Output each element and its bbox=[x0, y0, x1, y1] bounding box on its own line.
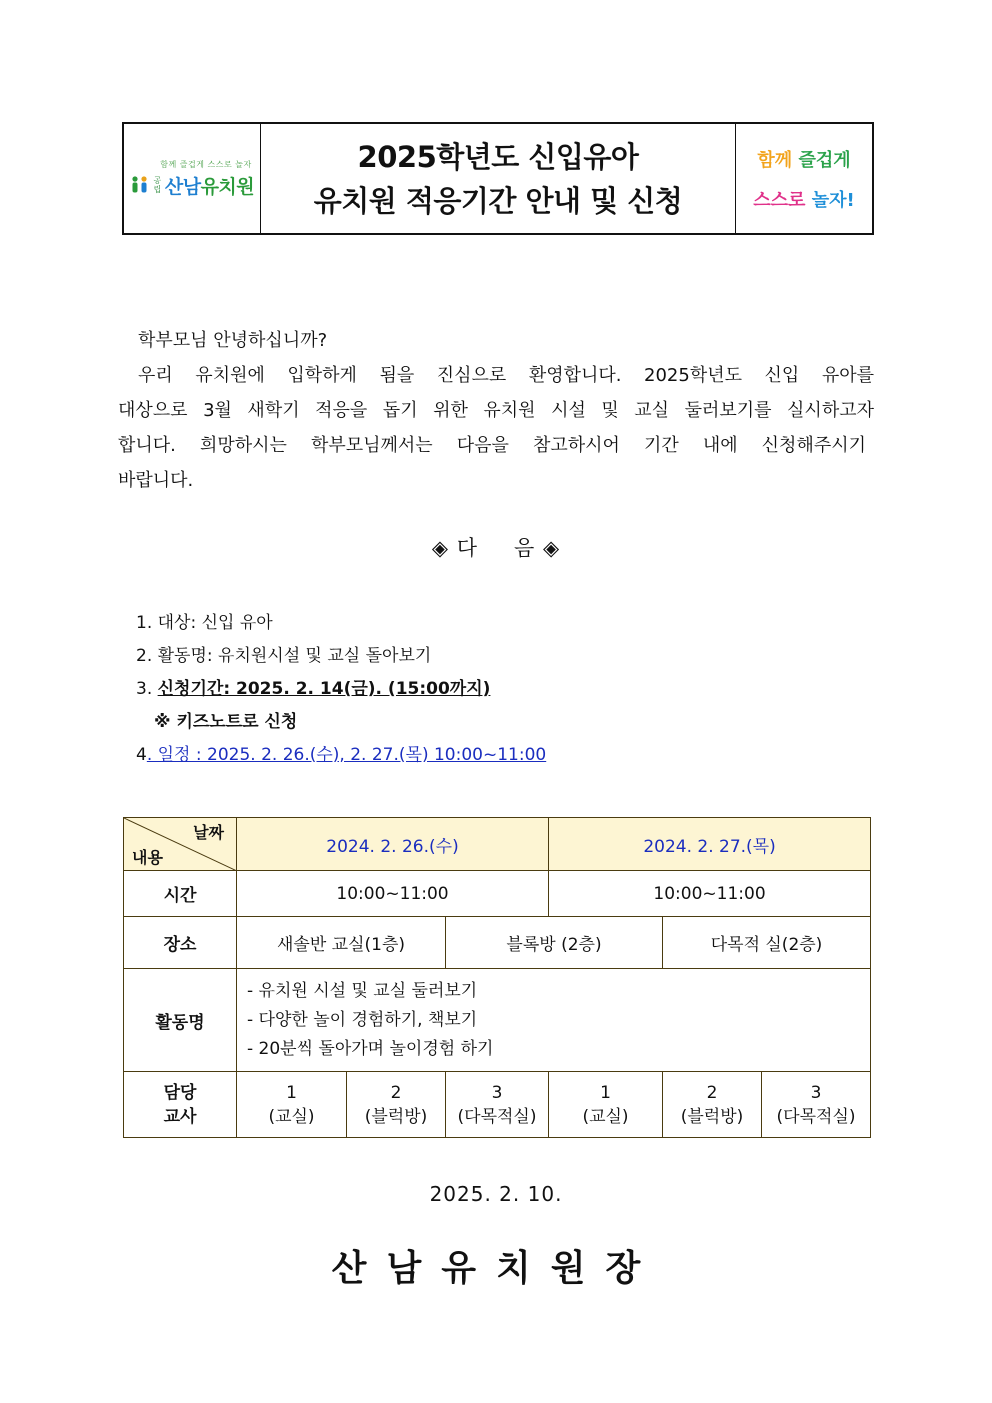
teacher-cell: 2 (블럭방) bbox=[347, 1072, 446, 1138]
paragraph-line-3: 합니다. 희망하시는 학부모님께서는 다음을 참고하시어 기간 내에 신청해주시기 bbox=[118, 435, 866, 456]
place-label: 장소 bbox=[124, 917, 237, 969]
time-label: 시간 bbox=[124, 871, 237, 917]
logo-name: 산남유치원 bbox=[164, 175, 255, 198]
table-row bbox=[124, 917, 871, 969]
teacher-cell: 1 (교실) bbox=[549, 1072, 663, 1138]
item-note: ※ 키즈노트로 신청 bbox=[154, 712, 298, 732]
signature: 산남유치원장 bbox=[331, 1247, 661, 1289]
notice-heading: ◈ 다 음 ◈ bbox=[431, 536, 561, 560]
corner-cell: 날짜 내용 bbox=[124, 818, 237, 871]
logo bbox=[124, 124, 261, 233]
activity-label: 활동명 bbox=[124, 969, 237, 1072]
slogan bbox=[736, 124, 872, 233]
table-row bbox=[124, 871, 871, 917]
place-3: 다목적 실(2층) bbox=[663, 917, 871, 969]
logo-type-label: 공립 bbox=[153, 176, 162, 194]
logo-tagline: 함께 즐겁게 스스로 놀자 bbox=[160, 159, 252, 169]
teacher-label: 담당 교사 bbox=[124, 1072, 237, 1138]
time-day-1: 10:00~11:00 bbox=[237, 871, 549, 917]
paragraph-line-4: 바랍니다. bbox=[118, 470, 194, 491]
activity-list bbox=[237, 969, 871, 1072]
activity-item: - 유치원 시설 및 교실 둘러보기 bbox=[247, 980, 478, 1001]
teacher-cell: 3 (다목적실) bbox=[446, 1072, 549, 1138]
activity-item: - 20분씩 돌아가며 놀이경험 하기 bbox=[247, 1038, 494, 1059]
teacher-cell: 1 (교실) bbox=[237, 1072, 347, 1138]
greeting: 학부모님 안녕하십니까? bbox=[138, 330, 328, 351]
item-activity-name: 2. 활동명: 유치원시설 및 교실 돌아보기 bbox=[136, 646, 432, 666]
item-target: 1. 대상: 신입 유아 bbox=[136, 613, 273, 633]
paragraph-line-1: 우리 유치원에 입학하게 됨을 진심으로 환영합니다. 2025학년도 신입 유아를 bbox=[138, 365, 874, 386]
teacher-cell: 3 (다목적실) bbox=[762, 1072, 871, 1138]
slogan-line-2: 스스로 놀자! bbox=[753, 189, 855, 211]
item-schedule: 4. 일정 : 2025. 2. 26.(수), 2. 27.(목) 10:00~11:00 bbox=[136, 745, 547, 765]
time-day-2: 10:00~11:00 bbox=[549, 871, 871, 917]
date-header-1: 2024. 2. 26.(수) bbox=[237, 818, 549, 871]
date-header-2: 2024. 2. 27.(목) bbox=[549, 818, 871, 871]
place-2: 블록방 (2층) bbox=[446, 917, 663, 969]
schedule-table bbox=[123, 817, 871, 1138]
issue-date: 2025. 2. 10. bbox=[429, 1182, 563, 1206]
paragraph-line-2: 대상으로 3월 새학기 적응을 돕기 위한 유치원 시설 및 교실 둘러보기를 실시하고자 bbox=[118, 400, 874, 421]
table-row bbox=[124, 969, 871, 1072]
children-icon bbox=[130, 175, 150, 195]
table-row bbox=[124, 818, 871, 871]
page-title bbox=[261, 124, 736, 233]
title-line-2: 유치원 적응기간 안내 및 신청 bbox=[313, 183, 683, 218]
activity-item: - 다양한 놀이 경험하기, 책보기 bbox=[247, 1009, 478, 1030]
header-box bbox=[122, 122, 874, 235]
slogan-line-1: 함께 즐겁게 bbox=[757, 149, 851, 171]
item-application-period: 3. 신청기간: 2025. 2. 14(금). (15:00까지) bbox=[136, 679, 491, 699]
title-line-1: 2025학년도 신입유아 bbox=[357, 139, 639, 174]
place-1: 새솔반 교실(1층) bbox=[237, 917, 446, 969]
table-row bbox=[124, 1072, 871, 1138]
teacher-cell: 2 (블럭방) bbox=[663, 1072, 762, 1138]
